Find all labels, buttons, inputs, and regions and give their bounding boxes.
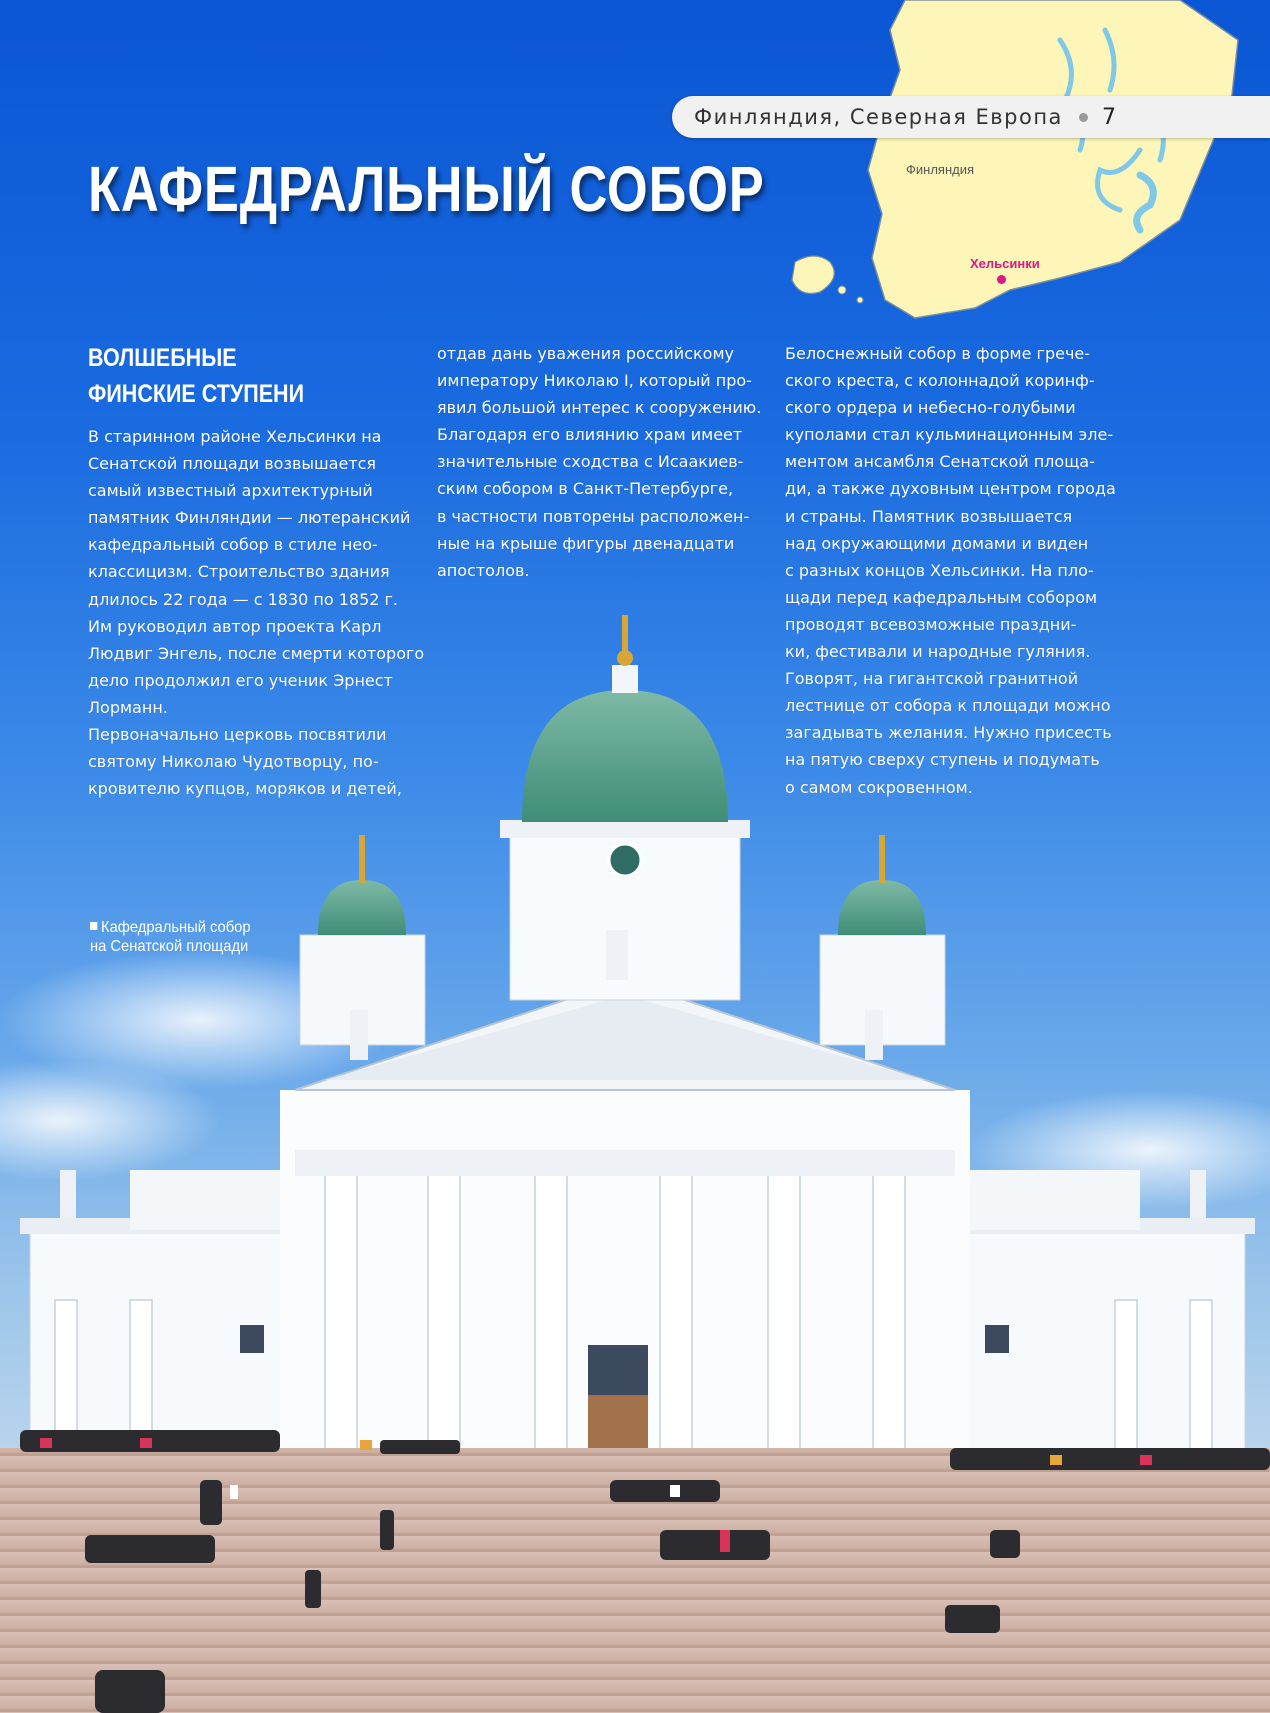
map-country-label: Финляндия: [906, 162, 975, 177]
article-column-2: отдав дань уважения российскому императору Николаю I, который про- явил большой интерес к сооружению. Благодаря его влиянию храм имеет значительные сходства с Исаакиев- ским собором в Санкт-Петербурге, в частности повторены расположен- ные на крыше фигуры двенадцати апостолов.: [437, 344, 762, 580]
article-column-3: Белоснежный собор в форме грече- ского креста, с колоннадой коринф- ского ордера и небесно-голубыми куполами стал кульминационным эле- ментом ансамбля Сенатской площа- ди, а также духовным центром города и страны. Памятник возвышается над окружающими домами и виден с разных концов Хельсинки. На пло- щади перед кафедральным собором проводят всевозможные праздни- ки, фестивали и народные гуляния. Говорят, на гигантской гранитной лестнице от собора к площади можно загадывать желания. Нужно присесть на пятую сверху ступень и подумать о самом сокровенном.: [785, 344, 1116, 797]
separator-dot-icon: [1079, 113, 1088, 122]
subheading: ВОЛШЕБНЫЕ ФИНСКИЕ СТУПЕНИ: [88, 344, 305, 408]
section-title: Финляндия, Северная Европа: [694, 105, 1063, 129]
map-city-label: Хельсинки: [970, 256, 1040, 271]
city-marker-icon: [997, 275, 1006, 284]
article-column-1: В старинном районе Хельсинки на Сенатской площади возвышается самый известный архитектурный памятник Финляндии — лютеранский кафедральный собор в стиле нео- классицизм. Строительство здания длилось 22 года — с 1830 по 1852 г. Им руководил автор проекта Карл Людвиг Энгель, после смерти которого дело продолжил его ученик Эрнест Лорманн. Первоначально церковь посвятили святому Николаю Чудотворцу, по- кровителю купцов, моряков и детей,: [88, 427, 425, 799]
page-title: КАФЕДРАЛЬНЫЙ СОБОР: [88, 153, 765, 225]
bullet-square-icon: [90, 922, 97, 930]
page-header-tab: [672, 96, 1270, 138]
photo-caption: [90, 918, 311, 956]
page-number: 7: [1101, 104, 1118, 130]
caption-text: Кафедральный собор на Сенатской площади: [90, 919, 251, 955]
